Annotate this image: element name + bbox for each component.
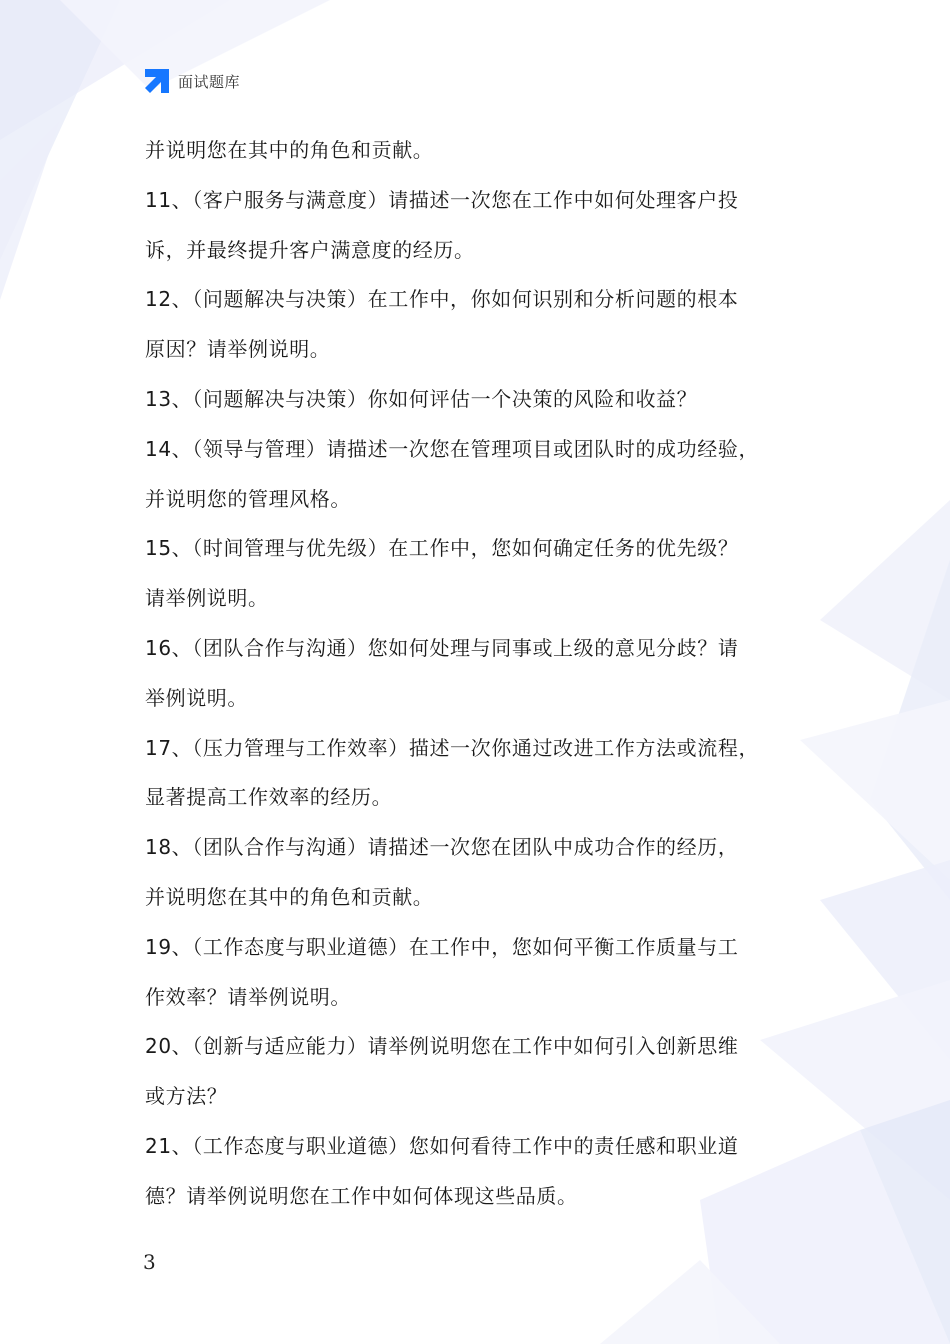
text-line: 请举例说明。 (145, 586, 269, 611)
text-line: 18、（团队合作与沟通）请描述一次您在团队中成功合作的经历， (145, 835, 739, 860)
text-line: 21、（工作态度与职业道德）您如何看待工作中的责任感和职业道 (145, 1133, 739, 1158)
text-line: 作效率？请举例说明。 (145, 984, 351, 1009)
text-line: 并说明您在其中的角色和贡献。 (145, 884, 434, 909)
text-line: 15、（时间管理与优先级）在工作中，您如何确定任务的优先级？ (145, 536, 739, 561)
question-list (145, 126, 825, 1222)
text-line: 16、（团队合作与沟通）您如何处理与同事或上级的意见分歧？请 (145, 635, 739, 660)
text-line: 14、（领导与管理）请描述一次您在管理项目或团队时的成功经验， (145, 436, 760, 461)
arrow-up-right-icon (143, 67, 171, 95)
text-line: 20、（创新与适应能力）请举例说明您在工作中如何引入创新思维 (145, 1034, 739, 1059)
page-header (143, 67, 240, 95)
text-line: 19、（工作态度与职业道德）在工作中，您如何平衡工作质量与工 (145, 934, 739, 959)
text-line: 显著提高工作效率的经历。 (145, 785, 393, 810)
text-line: 11、（客户服务与满意度）请描述一次您在工作中如何处理客户投 (145, 187, 739, 212)
text-line: 诉，并最终提升客户满意度的经历。 (145, 237, 475, 262)
text-line: 举例说明。 (145, 685, 248, 710)
text-line: 并说明您在其中的角色和贡献。 (145, 138, 434, 162)
text-line: 或方法？ (145, 1084, 228, 1109)
text-line: 17、（压力管理与工作效率）描述一次你通过改进工作方法或流程， (145, 735, 760, 760)
header-title: 面试题库 (178, 72, 241, 91)
text-line: 德？请举例说明您在工作中如何体现这些品质。 (145, 1183, 578, 1208)
text-line: 并说明您的管理风格。 (145, 486, 351, 511)
text-line: 13、（问题解决与决策）你如何评估一个决策的风险和收益？ (145, 386, 698, 411)
text-line: 12、（问题解决与决策）在工作中，你如何识别和分析问题的根本 (145, 287, 739, 312)
page-number: 3 (143, 1250, 156, 1274)
text-line: 原因？请举例说明。 (145, 337, 331, 362)
